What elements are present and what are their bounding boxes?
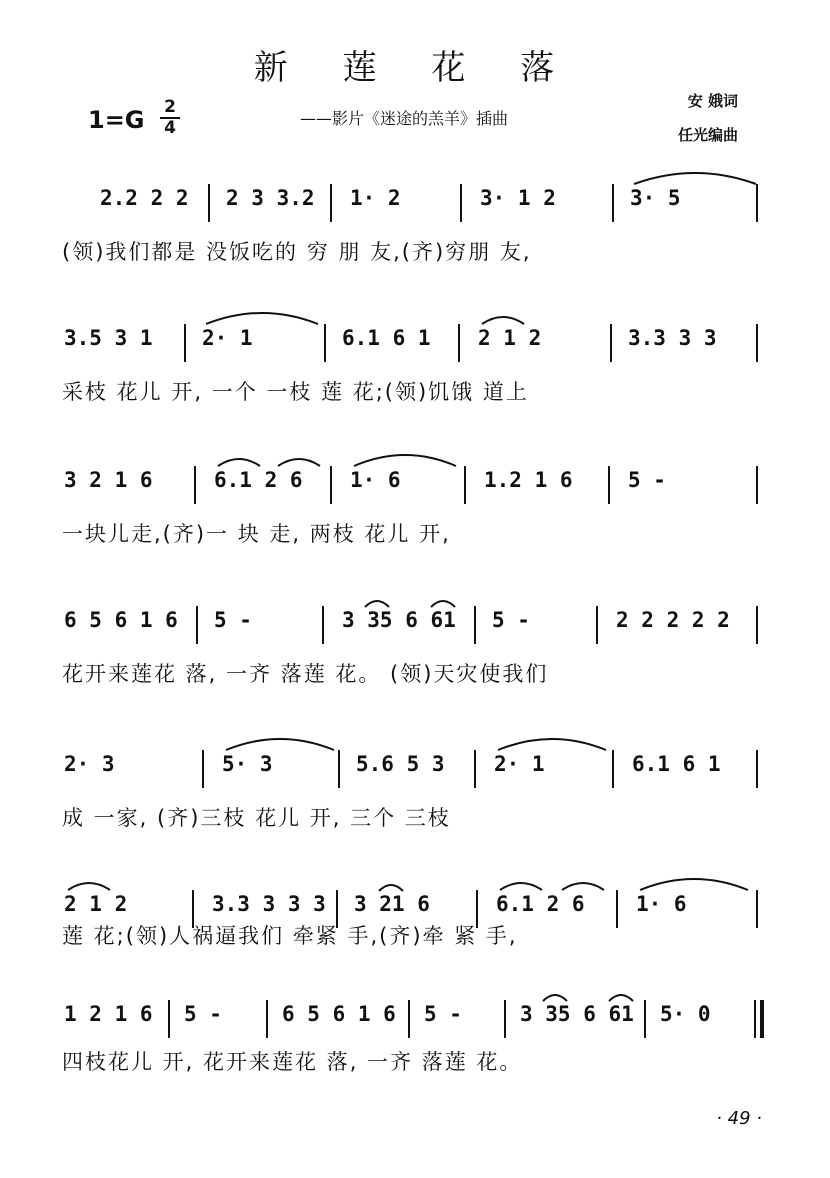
final-barline-thick (760, 1000, 764, 1038)
barline (474, 606, 476, 644)
barline (168, 1000, 170, 1038)
barline (608, 466, 610, 504)
measure: 5· 3 (222, 752, 273, 776)
barline (756, 184, 758, 222)
lyric-line-6: 莲 花;(领)人祸逼我们 牵紧 手,(齐)牵 紧 手, (62, 924, 518, 948)
lyric-line-4: 花开来莲花 落, 一齐 落莲 花。 (领)天灾使我们 (62, 662, 549, 686)
barline (464, 466, 466, 504)
measure: 2· 1 (202, 326, 253, 350)
measure: 5.6 5 3 (356, 752, 445, 776)
composer-credit: 任光编曲 (677, 126, 738, 144)
measure: 3.3 3 3 3 (212, 892, 326, 916)
barline (756, 606, 758, 644)
barline (458, 324, 460, 362)
slur (202, 308, 322, 328)
music-line-3 (60, 464, 770, 510)
barline (330, 184, 332, 222)
barline (184, 324, 186, 362)
measure: 3· 1 2 (480, 186, 556, 210)
barline (612, 184, 614, 222)
music-line-4 (60, 604, 770, 650)
lyric-line-1: (领)我们都是 没饭吃的 穷 朋 友,(齐)穷朋 友, (62, 240, 532, 264)
measure: 5 - (214, 608, 252, 632)
measure: 2 1 2 (64, 892, 128, 916)
measure: 2.2 2 2 (100, 186, 189, 210)
measure: 3.3 3 3 (628, 326, 717, 350)
slur (630, 168, 760, 188)
measure: 2· 1 (494, 752, 545, 776)
barline (194, 466, 196, 504)
time-denominator: 4 (164, 118, 176, 138)
slur (376, 880, 406, 894)
barline (756, 324, 758, 362)
barline (756, 466, 758, 504)
measure: 5 - (424, 1002, 462, 1026)
barline (596, 606, 598, 644)
song-subtitle: ——影片《迷途的羔羊》插曲 (300, 109, 509, 128)
barline (504, 1000, 506, 1038)
measure: 6.1 6 1 (342, 326, 431, 350)
measure: 6.1 2 6 (214, 468, 303, 492)
measure: 1.2 1 6 (484, 468, 573, 492)
music-line-1 (60, 182, 770, 228)
barline (756, 890, 758, 928)
slur (636, 874, 752, 894)
measure: 3· 5 (630, 186, 681, 210)
measure: 5 - (184, 1002, 222, 1026)
slur (214, 454, 264, 470)
barline (196, 606, 198, 644)
page-number: · 49 · (716, 1108, 762, 1129)
measure: 6 5 6 1 6 (282, 1002, 396, 1026)
barline (460, 184, 462, 222)
slur (540, 990, 570, 1004)
measure: 6.1 2 6 (496, 892, 585, 916)
measure: 6.1 6 1 (632, 752, 721, 776)
music-line-7 (60, 998, 770, 1044)
final-barline (754, 1000, 756, 1038)
measure: 3.5 3 1 (64, 326, 153, 350)
measure: 5· 0 (660, 1002, 711, 1026)
slur (362, 596, 392, 610)
barline (616, 890, 618, 928)
measure: 3 35 6 61 (520, 1002, 634, 1026)
lyric-line-3: 一块儿走,(齐)一 块 走, 两枝 花儿 开, (62, 522, 451, 546)
slur (222, 734, 338, 754)
barline (266, 1000, 268, 1038)
barline (322, 606, 324, 644)
lyric-line-2: 采枝 花儿 开, 一个 一枝 莲 花;(领)饥饿 道上 (62, 380, 529, 404)
key-signature: 1=G (88, 106, 145, 134)
time-numerator: 2 (160, 98, 180, 119)
measure: 2· 3 (64, 752, 115, 776)
barline (202, 750, 204, 788)
measure: 6 5 6 1 6 (64, 608, 178, 632)
barline (756, 750, 758, 788)
barline (324, 324, 326, 362)
barline (612, 750, 614, 788)
measure: 5 - (628, 468, 666, 492)
barline (208, 184, 210, 222)
slur (494, 734, 610, 754)
barline (474, 750, 476, 788)
measure: 1 2 1 6 (64, 1002, 153, 1026)
barline (610, 324, 612, 362)
music-line-5 (60, 748, 770, 794)
barline (338, 750, 340, 788)
slur (558, 878, 608, 894)
music-line-2 (60, 322, 770, 368)
measure: 2 3 3.2 (226, 186, 315, 210)
measure: 1· 2 (350, 186, 401, 210)
measure: 2 1 2 (478, 326, 542, 350)
barline (644, 1000, 646, 1038)
slur (478, 312, 528, 328)
measure: 5 - (492, 608, 530, 632)
slur (64, 878, 114, 894)
lyric-line-7: 四枝花儿 开, 花开来莲花 落, 一齐 落莲 花。 (62, 1050, 523, 1074)
lyricist-credit: 安 娥词 (687, 92, 738, 110)
measure: 1· 6 (636, 892, 687, 916)
lyric-line-5: 成 一家, (齐)三枝 花儿 开, 三个 三枝 (62, 806, 451, 830)
measure: 3 21 6 (354, 892, 430, 916)
slur (274, 454, 324, 470)
slur (496, 878, 546, 894)
measure: 1· 6 (350, 468, 401, 492)
measure: 2 2 2 2 2 (616, 608, 730, 632)
song-title: 新 莲 花 落 (253, 48, 577, 88)
slur (350, 450, 460, 470)
time-signature (160, 98, 180, 138)
measure: 3 2 1 6 (64, 468, 153, 492)
slur (428, 596, 458, 610)
measure: 3 35 6 61 (342, 608, 456, 632)
barline (408, 1000, 410, 1038)
barline (330, 466, 332, 504)
slur (606, 990, 636, 1004)
